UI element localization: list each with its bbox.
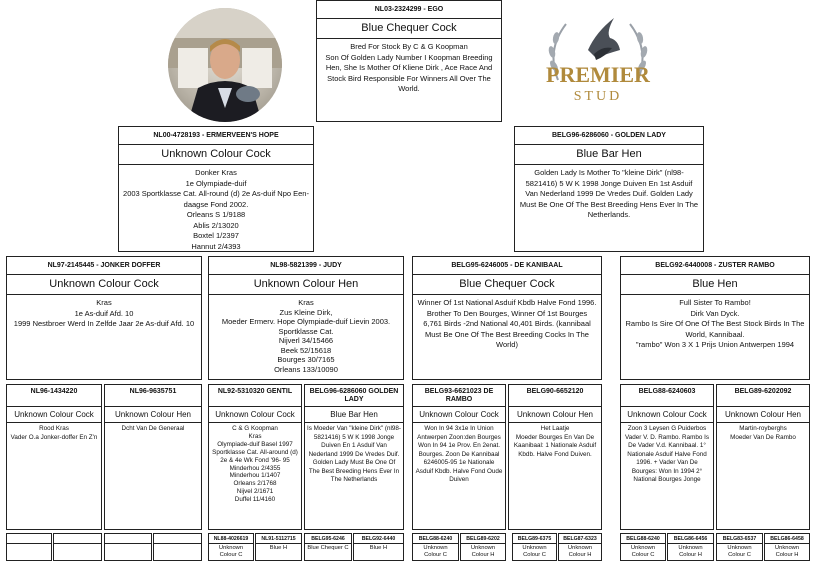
gen2-id: BELG95-6246005 - DE KANIBAAL (413, 257, 601, 275)
gen3-id: BELG90-6652120 (509, 385, 601, 407)
gen4-color (54, 544, 101, 545)
gen3-id: BELG88-6240603 (621, 385, 713, 407)
gen4-id: BELG86-6456 (668, 534, 713, 544)
gen4-id: BELG86-6458 (765, 534, 809, 544)
gen3-id: BELG96-6286060 GOLDEN LADY (305, 385, 403, 407)
gen2-id: BELG92-6440008 - ZUSTER RAMBO (621, 257, 809, 275)
gen4-color: Unknown Colour C (522, 545, 547, 558)
gen4-color: Unknown Colour H (774, 545, 800, 558)
gen3-desc: Zoon 3 Leysen G Puiderbos Vader V. D. Rambo. Rambo Is De Vader V.d. Kannibaal. 1° Nationale Asduif Halve Fond 1996. + Vader Van De Bourges: Won In 1994 2° National Bourges Jonge (625, 425, 709, 483)
gen2-card-1 (6, 256, 202, 380)
gen3-color: Unknown Colour Hen (105, 407, 201, 423)
gen3-card-6 (508, 384, 602, 530)
gen3-card-5 (412, 384, 506, 530)
gen4-id: BELG95-6246 (305, 534, 351, 544)
gen2-card-2 (208, 256, 404, 380)
gen2-card-3 (412, 256, 602, 380)
gen4-color: Blue Chequer C (307, 545, 349, 551)
logo-brand-text: PREMIER (546, 62, 650, 87)
gen4-color: Unknown Colour C (423, 545, 448, 558)
gen3-color: Unknown Colour Cock (621, 407, 713, 423)
gen4-color (105, 544, 151, 545)
gen4-color: Unknown Colour H (470, 545, 496, 558)
gen3-id: BELG93-6621023 DE RAMBO (413, 385, 505, 407)
gen4-card-6 (255, 533, 302, 561)
gen4-color (154, 544, 201, 545)
sire-id: NL00-4728193 - ERMERVEEN'S HOPE (119, 127, 313, 145)
gen3-color: Blue Bar Hen (305, 407, 403, 423)
gen4-id: BELG89-6375 (513, 534, 556, 544)
sire-card (118, 126, 314, 252)
gen4-card-11 (512, 533, 557, 561)
gen4-id: BELG92-6440 (354, 534, 403, 544)
gen4-color: Unknown Colour C (218, 545, 244, 558)
gen4-color: Unknown Colour H (678, 545, 703, 558)
gen4-id: BELG88-6240 (621, 534, 665, 544)
gen4-id (105, 534, 151, 544)
gen3-color: Unknown Colour Cock (7, 407, 101, 423)
gen4-color: Blue H (369, 545, 388, 551)
premier-stud-logo (536, 10, 660, 114)
logo-sub-text: STUD (573, 89, 623, 104)
gen4-id (154, 534, 201, 544)
gen4-card-8 (353, 533, 404, 561)
gen2-color: Unknown Colour Cock (7, 275, 201, 295)
gen4-color (7, 544, 51, 545)
gen3-card-4 (304, 384, 404, 530)
gen4-card-14 (667, 533, 714, 561)
gen4-card-3 (104, 533, 152, 561)
gen2-color: Blue Chequer Cock (413, 275, 601, 295)
dam-desc: Golden Lady Is Mother To "kleine Dirk" (nl98-5821416) 5 W K 1998 Jonge Duiven En 1st Asduif Van Nederland 1999 De Vredes Duif. Golden Lady Must Be One Of The Best Breeding Hens Ever In The Netherlands. (519, 168, 699, 219)
gen3-desc: Is Moeder Van "kleine Dirk" (nl98-5821416) 5 W K 1998 Jonge Duiven En 1 Asduif Van Nederland 1999 De Vredes Duif. Golden Lady Must Be One Of The Best Breeding Hens Ever In The Netherlands (307, 425, 401, 483)
gen4-card-12 (558, 533, 602, 561)
gen3-id: BELG89-6202092 (717, 385, 809, 407)
sire-desc: Donker Kras 1e Olympiade-duif 2003 Sportklasse Cat. All-round (d) 2e As-duif Npo Een-daagse Fond 2002. Orleans S 1/9188 Ablis 2/13020 Boxtel 1/2397 Hannut 2/4393 (123, 168, 309, 251)
gen4-id: BELG87-6323 (559, 534, 601, 544)
gen3-desc: Martin-royberghs Moeder Van De Rambo (730, 425, 796, 441)
gen3-color: Unknown Colour Cock (209, 407, 301, 423)
gen3-id: NL96-9635751 (105, 385, 201, 407)
gen4-id (54, 534, 101, 544)
gen3-color: Unknown Colour Hen (509, 407, 601, 423)
subject-color: Blue Chequer Cock (317, 19, 501, 39)
gen2-id: NL98-5821399 - JUDY (209, 257, 403, 275)
gen4-id (7, 534, 51, 544)
subject-card (316, 0, 502, 122)
gen4-card-7 (304, 533, 352, 561)
gen4-id: NL91-5112715 (256, 534, 301, 544)
gen4-card-15 (716, 533, 763, 561)
sire-color: Unknown Colour Cock (119, 145, 313, 165)
gen4-id: BELG83-6537 (717, 534, 762, 544)
gen2-card-4 (620, 256, 810, 380)
gen3-card-7 (620, 384, 714, 530)
gen3-desc: Dcht Van De Generaal (121, 425, 185, 432)
subject-id: NL03-2324299 - EGO (317, 1, 501, 19)
gen4-id: BELG89-6202 (461, 534, 505, 544)
gen3-desc: Het Laatje Moeder Bourges En Van De Kaanibaal: 1 Nationale Asduif Kbdb. Halve Fond Duiven. (513, 425, 597, 458)
gen3-card-2 (104, 384, 202, 530)
gen4-card-16 (764, 533, 810, 561)
dam-color: Blue Bar Hen (515, 145, 703, 165)
gen2-desc: Kras 1e As-duif Afd. 10 1999 Nestbroer Werd In Zelfde Jaar 2e As-duif Afd. 10 (13, 298, 195, 328)
gen4-card-4 (153, 533, 202, 561)
gen2-color: Blue Hen (621, 275, 809, 295)
gen3-card-3 (208, 384, 302, 530)
dam-id: BELG96-6286060 - GOLDEN LADY (515, 127, 703, 145)
gen2-desc: Winner Of 1st National Asduif Kbdb Halve Fond 1996. Brother To Den Bourges, Winner Of 1st Bourges 6,761 Birds -2nd National 40,401 Birds. (kannibaal Must Be One Of The Best Breeding Cocks In The World) (417, 298, 597, 349)
gen4-card-5 (208, 533, 254, 561)
gen2-id: NL97-2145445 - JONKER DOFFER (7, 257, 201, 275)
gen4-id: NL88-4026619 (209, 534, 253, 544)
gen4-card-10 (460, 533, 506, 561)
gen4-card-13 (620, 533, 666, 561)
gen3-card-8 (716, 384, 810, 530)
gen3-color: Unknown Colour Hen (717, 407, 809, 423)
gen3-desc: C & G Koopman Kras Olympiade-duif Basel 1997 Sportklasse Cat. All-around (d) 2e & 4e Wk Fond '96- 95 Minderhou 2/4355 Minderhou 1/1407 Orleans 2/1768 Nijvel 2/1671 Duffel 11/4160 (212, 425, 298, 504)
gen4-color: Unknown Colour C (630, 545, 656, 558)
gen2-desc: Kras Zus Kleine Dirk, Moeder Ermerv. Hope Olympiade-duif Lievin 2003. Sportklasse Cat. Nijverl 34/15466 Beek 52/15618 Bourges 30/7165 Orleans 133/10090 (221, 298, 391, 374)
gen4-color: Blue H (269, 545, 288, 551)
gen3-id: NL92-5310320 GENTIL (209, 385, 301, 407)
gen3-card-1 (6, 384, 102, 530)
gen2-desc: Full Sister To Rambo! Dirk Van Dyck. Rambo Is Sire Of One Of The Best Stock Birds In The World, Kannibaal. "rambo" Won 3 X 1 Prijs Union Antwerpen 1994 (625, 298, 805, 349)
gen3-desc: Won In 94 3x1e In Union Antwerpen Zoon:den Bourges Won In 94 1e Prov. En 2enat. Bourges. Zoon De Kannibaal 6246005-95 1e Nationale Asduif Kbdb. Halve Fond Oude Duiven (415, 425, 503, 483)
gen3-id: NL96-1434220 (7, 385, 101, 407)
gen4-id: BELG88-6240 (413, 534, 458, 544)
gen4-card-9 (412, 533, 459, 561)
gen4-color: Unknown Colour C (727, 545, 752, 558)
gen3-color: Unknown Colour Cock (413, 407, 505, 423)
breeder-photo (168, 8, 282, 122)
gen2-color: Unknown Colour Hen (209, 275, 403, 295)
gen4-color: Unknown Colour H (567, 545, 593, 558)
gen4-card-2 (53, 533, 102, 561)
gen3-desc: Rood Kras Vader O.a Jonker-doffer En Z'n (10, 425, 98, 441)
dam-card (514, 126, 704, 252)
subject-desc: Bred For Stock By C & G Koopman Son Of Golden Lady Number I Koopman Breeding Hen, She Is Mother Of Kliene Dirk , Ace Race And Stock Bird Responsible For Winners All Over The World. (325, 42, 493, 93)
gen4-card-1 (6, 533, 52, 561)
